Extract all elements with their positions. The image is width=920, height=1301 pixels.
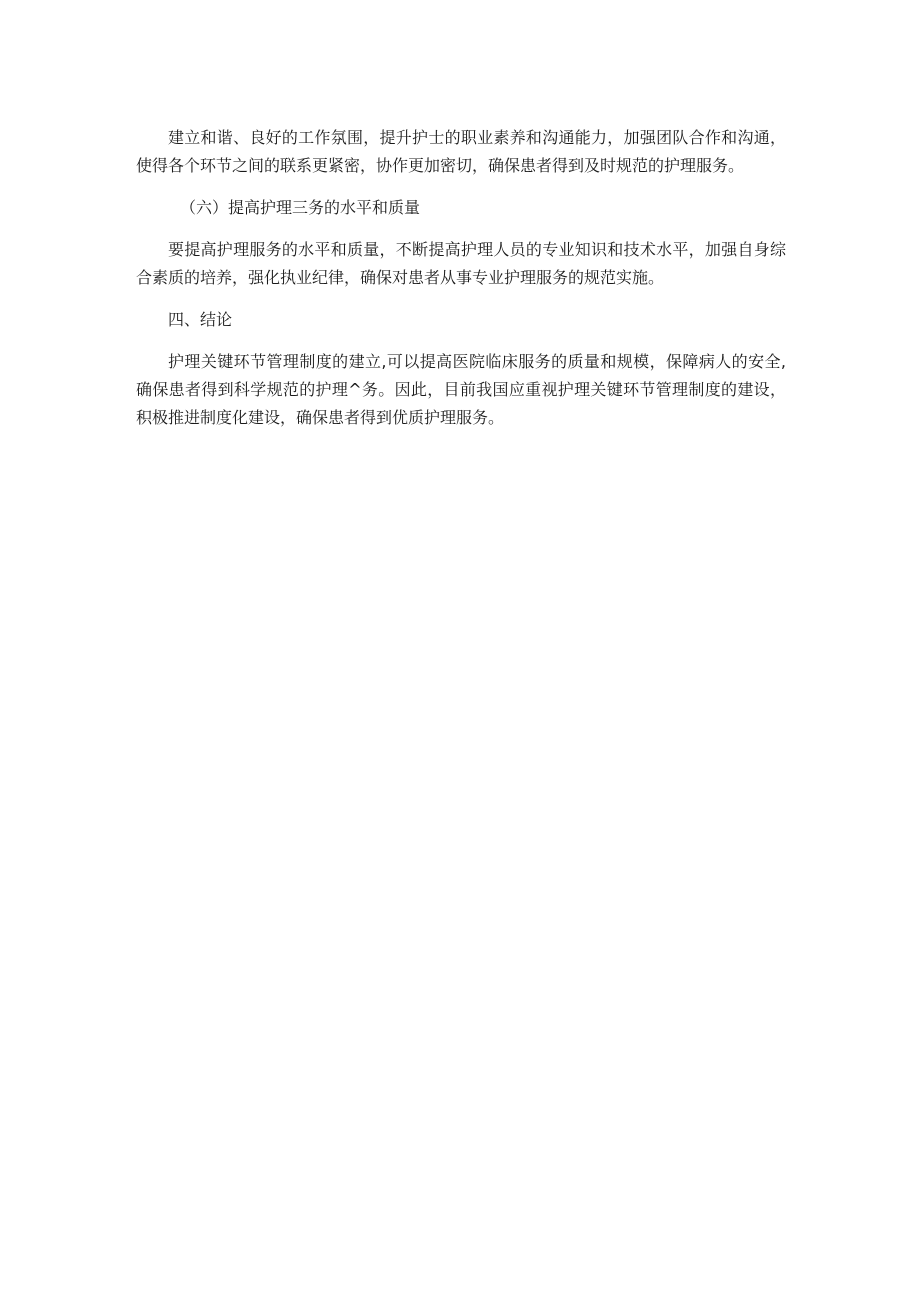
paragraph-quality: 要提高护理服务的水平和质量，不断提高护理人员的专业知识和技术水平，加强自身综合素质的培养，强化执业纪律，确保对患者从事专业护理服务的规范实施。	[136, 240, 786, 287]
section-heading-6: （六）提高护理三务的水平和质量	[180, 198, 421, 217]
paragraph-conclusion: 护理关键环节管理制度的建立,可以提高医院临床服务的质量和规模，保障病人的安全,确保患者得到科学规范的护理^务。因此，目前我国应重视护理关键环节管理制度的建设，积极推进制度化建设，确保患者得到优质护理服务。	[136, 352, 786, 427]
section-heading-conclusion: 四、结论	[168, 310, 233, 329]
paragraph-teamwork: 建立和谐、良好的工作氛围，提升护士的职业素养和沟通能力，加强团队合作和沟通，使得各个环节之间的联系更紧密，协作更加密切，确保患者得到及时规范的护理服务。	[136, 128, 786, 175]
document-body	[136, 124, 786, 446]
